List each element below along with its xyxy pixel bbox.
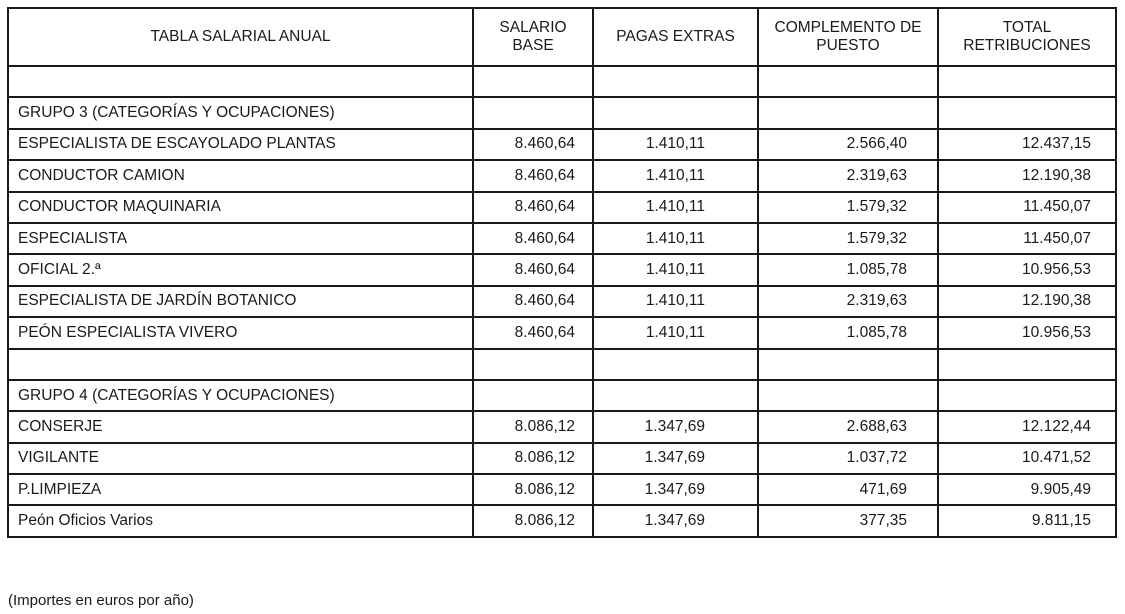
- empty-cell: [593, 66, 758, 97]
- complemento-value: 2.319,63: [758, 286, 938, 317]
- total-value: 12.190,38: [938, 286, 1116, 317]
- complemento-value: 1.085,78: [758, 254, 938, 285]
- empty-cell: [938, 97, 1116, 128]
- salario-base-value: 8.460,64: [473, 286, 593, 317]
- complemento-value: 1.085,78: [758, 317, 938, 348]
- empty-cell: [938, 349, 1116, 380]
- category-name: CONSERJE: [8, 411, 473, 442]
- header-total-retribuciones: TOTAL RETRIBUCIONES: [938, 8, 1116, 66]
- header-salario-base: SALARIO BASE: [473, 8, 593, 66]
- empty-cell: [473, 380, 593, 411]
- pagas-extras-value: 1.347,69: [593, 411, 758, 442]
- table-row: [8, 411, 1116, 442]
- header-complemento-puesto: COMPLEMENTO DE PUESTO: [758, 8, 938, 66]
- group-header-row: [8, 97, 1116, 128]
- header-pagas-extras: PAGAS EXTRAS: [593, 8, 758, 66]
- group-header-row: [8, 380, 1116, 411]
- empty-cell: [473, 66, 593, 97]
- category-name: CONDUCTOR CAMION: [8, 160, 473, 191]
- pagas-extras-value: 1.410,11: [593, 317, 758, 348]
- category-name: ESPECIALISTA DE ESCAYOLADO PLANTAS: [8, 129, 473, 160]
- complemento-value: 1.579,32: [758, 223, 938, 254]
- empty-cell: [593, 380, 758, 411]
- empty-cell: [473, 349, 593, 380]
- salario-base-value: 8.086,12: [473, 505, 593, 536]
- table-row: [8, 505, 1116, 536]
- total-value: 10.956,53: [938, 254, 1116, 285]
- complemento-value: 377,35: [758, 505, 938, 536]
- spacer-row: [8, 349, 1116, 380]
- table-row: [8, 286, 1116, 317]
- footnote: (Importes en euros por año): [8, 592, 194, 609]
- table-row: [8, 474, 1116, 505]
- pagas-extras-value: 1.410,11: [593, 129, 758, 160]
- table-row: [8, 223, 1116, 254]
- table-row: [8, 317, 1116, 348]
- table-row: [8, 129, 1116, 160]
- salario-base-value: 8.460,64: [473, 254, 593, 285]
- table-row: [8, 443, 1116, 474]
- empty-cell: [938, 380, 1116, 411]
- complemento-value: 2.319,63: [758, 160, 938, 191]
- category-name: VIGILANTE: [8, 443, 473, 474]
- category-name: PEÓN ESPECIALISTA VIVERO: [8, 317, 473, 348]
- empty-cell: [473, 97, 593, 128]
- empty-cell: [758, 380, 938, 411]
- complemento-value: 1.037,72: [758, 443, 938, 474]
- category-name: OFICIAL 2.ª: [8, 254, 473, 285]
- category-name: CONDUCTOR MAQUINARIA: [8, 192, 473, 223]
- total-value: 12.122,44: [938, 411, 1116, 442]
- category-name: Peón Oficios Varios: [8, 505, 473, 536]
- category-name: ESPECIALISTA: [8, 223, 473, 254]
- pagas-extras-value: 1.410,11: [593, 160, 758, 191]
- empty-cell: [758, 97, 938, 128]
- empty-cell: [938, 66, 1116, 97]
- total-value: 12.437,15: [938, 129, 1116, 160]
- pagas-extras-value: 1.347,69: [593, 443, 758, 474]
- category-name: ESPECIALISTA DE JARDÍN BOTANICO: [8, 286, 473, 317]
- pagas-extras-value: 1.347,69: [593, 505, 758, 536]
- salario-base-value: 8.460,64: [473, 129, 593, 160]
- salary-table: [7, 7, 1117, 538]
- salario-base-value: 8.460,64: [473, 223, 593, 254]
- spacer-row: [8, 66, 1116, 97]
- table-row: [8, 192, 1116, 223]
- group-3-rows: [8, 129, 1116, 349]
- total-value: 9.905,49: [938, 474, 1116, 505]
- pagas-extras-value: 1.410,11: [593, 192, 758, 223]
- pagas-extras-value: 1.410,11: [593, 286, 758, 317]
- table-row: [8, 254, 1116, 285]
- empty-cell: [8, 66, 473, 97]
- table-header-row: [8, 8, 1116, 66]
- empty-cell: [593, 349, 758, 380]
- empty-cell: [758, 66, 938, 97]
- total-value: 12.190,38: [938, 160, 1116, 191]
- total-value: 9.811,15: [938, 505, 1116, 536]
- pagas-extras-value: 1.410,11: [593, 223, 758, 254]
- salario-base-value: 8.460,64: [473, 192, 593, 223]
- total-value: 10.471,52: [938, 443, 1116, 474]
- pagas-extras-value: 1.347,69: [593, 474, 758, 505]
- group-4-title: GRUPO 4 (CATEGORÍAS Y OCUPACIONES): [8, 380, 473, 411]
- group-4-rows: [8, 411, 1116, 537]
- salario-base-value: 8.460,64: [473, 317, 593, 348]
- group-3-title: GRUPO 3 (CATEGORÍAS Y OCUPACIONES): [8, 97, 473, 128]
- total-value: 11.450,07: [938, 223, 1116, 254]
- complemento-value: 1.579,32: [758, 192, 938, 223]
- empty-cell: [8, 349, 473, 380]
- total-value: 10.956,53: [938, 317, 1116, 348]
- category-name: P.LIMPIEZA: [8, 474, 473, 505]
- pagas-extras-value: 1.410,11: [593, 254, 758, 285]
- empty-cell: [758, 349, 938, 380]
- salario-base-value: 8.086,12: [473, 474, 593, 505]
- salario-base-value: 8.086,12: [473, 443, 593, 474]
- salario-base-value: 8.460,64: [473, 160, 593, 191]
- empty-cell: [593, 97, 758, 128]
- complemento-value: 2.566,40: [758, 129, 938, 160]
- complemento-value: 2.688,63: [758, 411, 938, 442]
- salario-base-value: 8.086,12: [473, 411, 593, 442]
- header-table-title: TABLA SALARIAL ANUAL: [8, 8, 473, 66]
- total-value: 11.450,07: [938, 192, 1116, 223]
- complemento-value: 471,69: [758, 474, 938, 505]
- table-row: [8, 160, 1116, 191]
